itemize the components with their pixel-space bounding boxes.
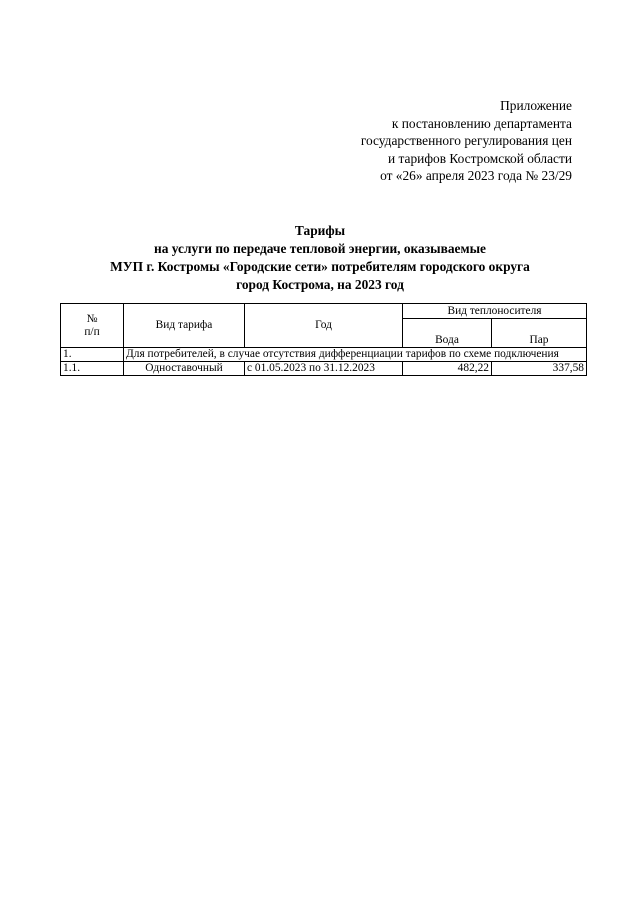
appendix-line: к постановлению департамента <box>391 115 572 131</box>
section-number: 1. <box>61 348 124 362</box>
appendix-block <box>361 97 572 185</box>
row-steam: 337,58 <box>492 362 587 376</box>
header-water: Вода <box>403 319 492 348</box>
header-number-line: п/п <box>84 325 100 338</box>
header-tariff-type: Вид тарифа <box>124 304 245 348</box>
appendix-line: Приложение <box>500 98 572 113</box>
row-number: 1.1. <box>61 362 124 376</box>
title-line: МУП г. Костромы «Городские сети» потребителям городского округа <box>110 259 530 274</box>
table-row <box>61 362 587 376</box>
header-carrier-group: Вид теплоносителя <box>403 304 587 319</box>
tariff-table <box>60 303 587 376</box>
row-year: с 01.05.2023 по 31.12.2023 <box>245 362 403 376</box>
row-tariff-type: Одноставочный <box>124 362 245 376</box>
header-steam: Пар <box>492 319 587 348</box>
title-line: на услуги по передаче тепловой энергии, оказываемые <box>154 241 486 256</box>
header-number <box>61 304 124 348</box>
appendix-line: от «26» апреля 2023 года № 23/29 <box>380 168 572 184</box>
row-water: 482,22 <box>403 362 492 376</box>
document-title <box>0 222 640 294</box>
title-line: Тарифы <box>294 223 346 238</box>
section-text: Для потребителей, в случае отсутствия дифференциации тарифов по схеме подключения <box>124 348 587 362</box>
table-header-row <box>61 304 587 319</box>
header-year: Год <box>245 304 403 348</box>
appendix-line: и тарифов Костромской области <box>388 150 572 166</box>
appendix-line: государственного регулирования цен <box>360 133 572 149</box>
table-section-row <box>61 348 587 362</box>
header-number-line: № <box>86 312 98 325</box>
title-line: город Кострома, на 2023 год <box>236 277 404 292</box>
